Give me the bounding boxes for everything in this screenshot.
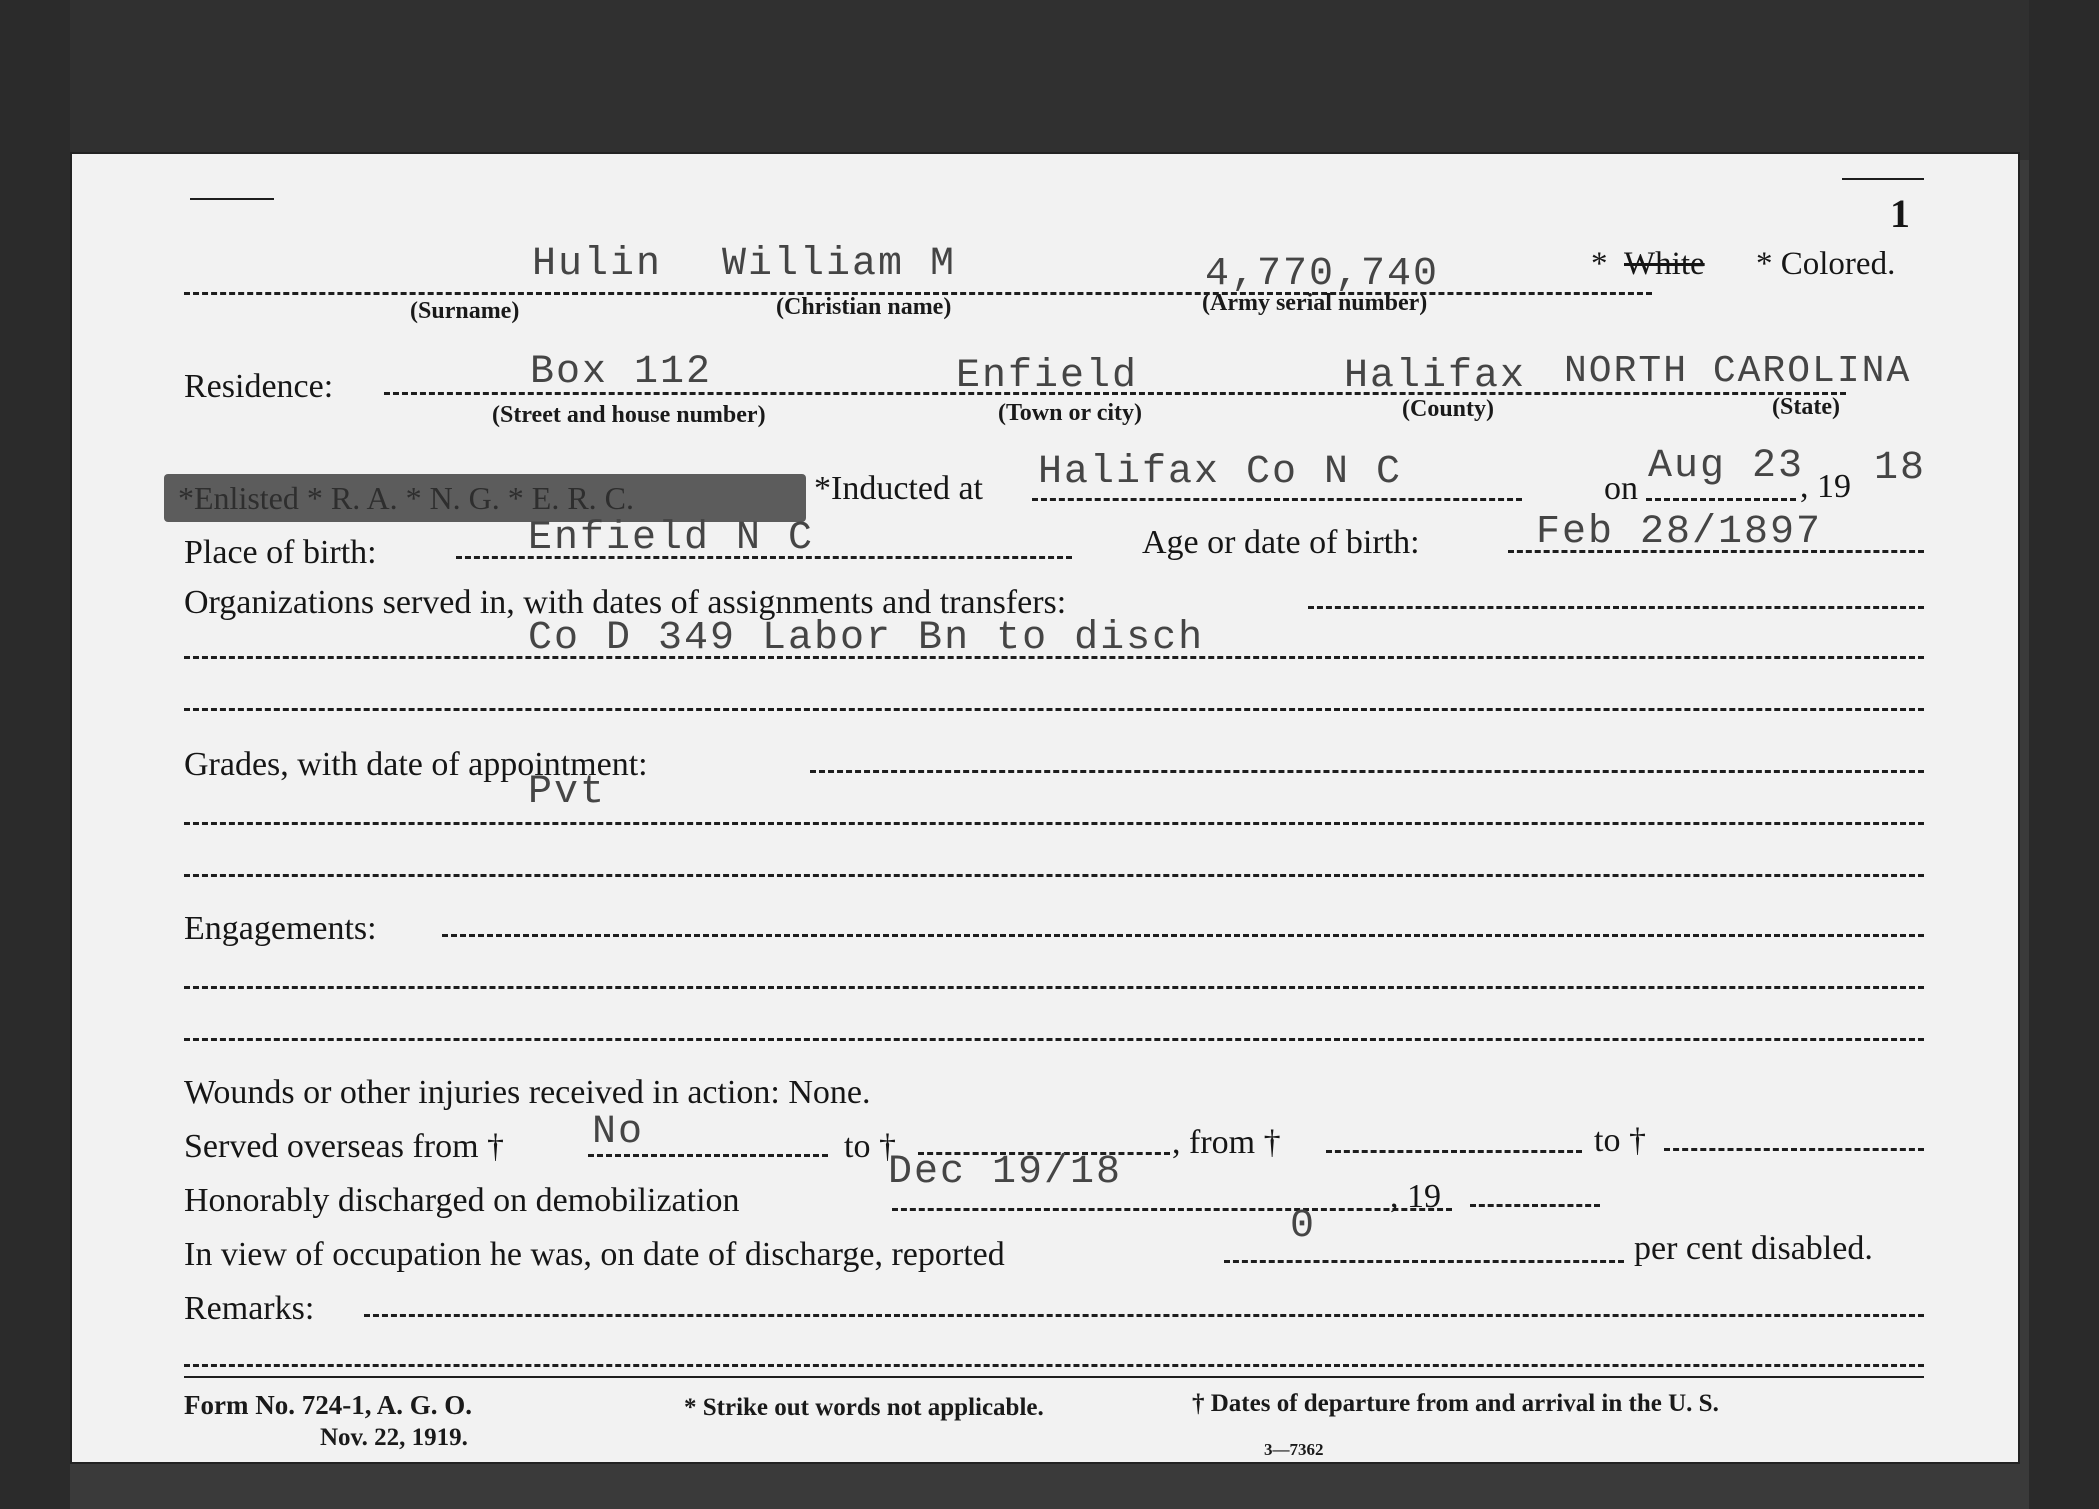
- grades-label: Grades, with date of appointment:: [184, 746, 648, 783]
- induction-on-label: on: [1604, 470, 1638, 507]
- christian-name-value: William M: [722, 242, 957, 287]
- footer-rule: [184, 1376, 1924, 1378]
- disability-value: 0: [1290, 1204, 1317, 1249]
- residence-county-value: Halifax: [1344, 354, 1527, 399]
- overseas-to2-line: [1664, 1148, 1924, 1151]
- residence-state-value: NORTH CAROLINA: [1564, 350, 1912, 393]
- grades-line-1: [810, 770, 1924, 773]
- overseas-to2-label: to †: [1594, 1122, 1646, 1159]
- birth-place-value: Enfield N C: [528, 516, 815, 561]
- engagements-line-3: [184, 1038, 1924, 1041]
- engagements-label: Engagements:: [184, 910, 377, 947]
- grades-line-2: [184, 822, 1924, 825]
- birth-place-label: Place of birth:: [184, 534, 377, 571]
- enlistment-stamp: [164, 474, 806, 522]
- remarks-line-2: [184, 1364, 1924, 1367]
- induction-place-line: [1032, 498, 1522, 501]
- label-army-serial: (Army serial number): [1202, 290, 1428, 316]
- remarks-label: Remarks:: [184, 1290, 315, 1327]
- grades-line-3: [184, 874, 1924, 877]
- top-right-rule: [1842, 178, 1924, 180]
- overseas-from-label: Served overseas from †: [184, 1128, 505, 1165]
- induction-date-value: Aug 23: [1648, 444, 1805, 489]
- engagements-line-1: [442, 934, 1924, 937]
- discharge-year-line: [1470, 1204, 1600, 1207]
- surname-value: Hulin: [532, 242, 663, 287]
- wounds-label: Wounds or other injuries received in action: None.: [184, 1074, 871, 1111]
- disability-line: [1224, 1260, 1624, 1263]
- birth-date-label: Age or date of birth:: [1142, 524, 1420, 561]
- residence-label: Residence:: [184, 368, 334, 405]
- dates-note: † Dates of departure from and arrival in the U. S.: [1192, 1390, 1719, 1417]
- residence-town-value: Enfield: [956, 354, 1139, 399]
- grades-value: Pvt: [528, 770, 607, 815]
- background-left: [0, 0, 70, 1509]
- form-date: Nov. 22, 1919.: [320, 1424, 468, 1451]
- background-right: [2029, 0, 2099, 1509]
- overseas-from-value: No: [592, 1110, 645, 1155]
- overseas-to-label: to †: [844, 1128, 896, 1165]
- label-street: (Street and house number): [492, 402, 766, 428]
- strike-out-note: * Strike out words not applicable.: [684, 1394, 1044, 1421]
- organizations-value: Co D 349 Labor Bn to disch: [528, 616, 1205, 661]
- enlistment-stamp-text: *Enlisted * R. A. * N. G. * E. R. C.: [178, 480, 635, 516]
- engagements-line-2: [184, 986, 1924, 989]
- induction-date-line: [1646, 498, 1796, 501]
- organizations-line-1: [1308, 606, 1924, 609]
- inducted-label: *Inducted at: [814, 470, 983, 507]
- overseas-from2-line: [1326, 1150, 1582, 1153]
- discharge-year-label: , 19: [1390, 1178, 1441, 1215]
- disability-suffix: per cent disabled.: [1634, 1230, 1873, 1267]
- birth-date-value: Feb 28/1897: [1536, 510, 1823, 555]
- discharge-date-value: Dec 19/18: [888, 1150, 1123, 1195]
- serial-number-value: 4,770,740: [1205, 252, 1440, 297]
- disability-label: In view of occupation he was, on date of discharge, reported: [184, 1236, 1005, 1273]
- label-christian-name: (Christian name): [776, 294, 952, 320]
- organizations-line-3: [184, 708, 1924, 711]
- discharge-label: Honorably discharged on demobilization: [184, 1182, 740, 1219]
- card-number: 1: [1890, 191, 1910, 236]
- form-number: Form No. 724-1, A. G. O.: [184, 1390, 472, 1420]
- top-left-rule: [190, 198, 274, 200]
- remarks-line-1: [364, 1314, 1924, 1317]
- race-white: White: [1624, 246, 1705, 282]
- label-county: (County): [1402, 396, 1495, 422]
- induction-place-value: Halifax Co N C: [1038, 450, 1403, 495]
- induction-year-prefix: , 19: [1800, 468, 1851, 505]
- induction-year-value: 18: [1874, 446, 1927, 491]
- race-colored: * Colored.: [1756, 246, 1896, 282]
- service-record-card: [70, 152, 2020, 1464]
- background-top: [0, 0, 2099, 160]
- print-code: 3—7362: [1264, 1440, 1324, 1459]
- residence-street-value: Box 112: [530, 350, 713, 395]
- race-marker: *: [1591, 246, 1608, 282]
- label-town: (Town or city): [998, 400, 1142, 426]
- organizations-label: Organizations served in, with dates of assignments and transfers:: [184, 584, 1067, 621]
- overseas-from2-label: , from †: [1172, 1124, 1281, 1161]
- label-state: (State): [1772, 394, 1840, 420]
- label-surname: (Surname): [410, 298, 520, 324]
- discharge-line: [892, 1208, 1452, 1211]
